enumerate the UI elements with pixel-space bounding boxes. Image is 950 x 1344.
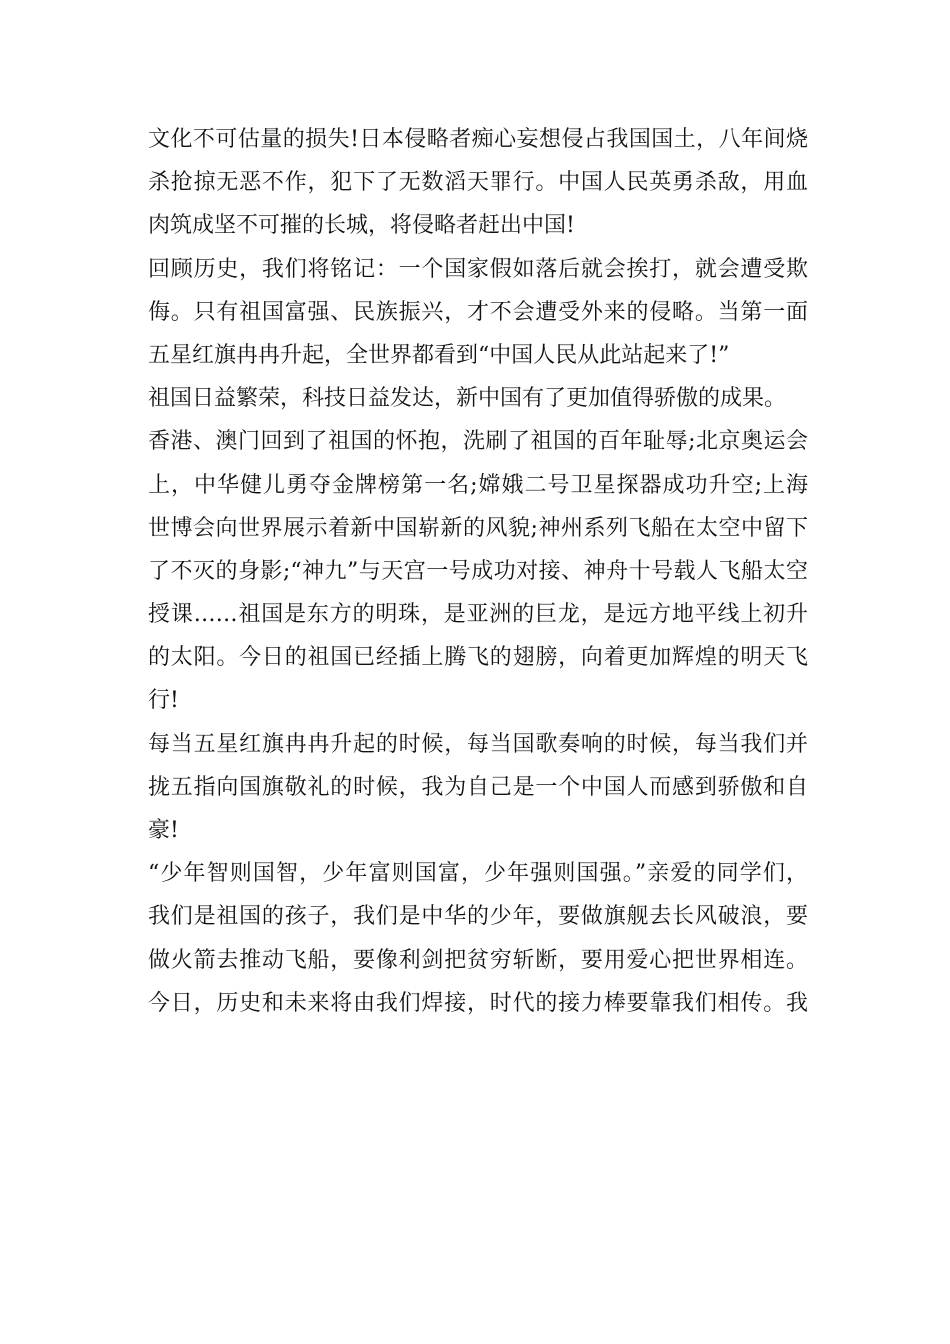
text-line: 豪! [148, 818, 179, 843]
text-line: 杀抢掠无恶不作，犯下了无数滔天罪行。中国人民英勇杀敌，用血 [148, 170, 808, 196]
text-line: 拢五指向国旗敬礼的时候，我为自己是一个中国人而感到骄傲和自 [148, 774, 808, 800]
text-line: 祖国日益繁荣，科技日益发达，新中国有了更加值得骄傲的成果。 [148, 386, 787, 412]
text-line: 行! [148, 688, 179, 714]
text-line: 侮。只有祖国富强、民族振兴，才不会遭受外来的侵略。当第一面 [148, 299, 808, 325]
text-line: 肉筑成坚不可摧的长城，将侵略者赶出中国! [148, 213, 575, 239]
text-line: 的太阳。今日的祖国已经插上腾飞的翅膀，向着更加辉煌的明天飞 [148, 645, 808, 671]
text-line: 回顾历史，我们将铭记：一个国家假如落后就会挨打，就会遭受欺 [148, 256, 808, 282]
text-line: 文化不可估量的损失!日本侵略者痴心妄想侵占我国国土，八年间烧 [148, 127, 808, 152]
text-line: 今日，历史和未来将由我们焊接，时代的接力棒要靠我们相传。我 [148, 990, 808, 1016]
text-line: 做火箭去推动飞船，要像利剑把贫穷斩断，要用爱心把世界相连。 [148, 947, 808, 973]
text-line: 每当五星红旗冉冉升起的时候，每当国歌奏响的时候，每当我们并 [148, 731, 808, 757]
body-text [148, 118, 808, 1025]
text-line: 世博会向世界展示着新中国崭新的风貌;神州系列飞船在太空中留下 [148, 515, 808, 541]
text-line: 上，中华健儿勇夺金牌榜第一名;嫦娥二号卫星探器成功升空;上海 [148, 472, 808, 498]
text-line: 香港、澳门回到了祖国的怀抱，洗刷了祖国的百年耻辱;北京奥运会 [148, 429, 808, 455]
text-line: 了不灭的身影;“神九”与天宫一号成功对接、神舟十号载人飞船太空 [148, 558, 808, 584]
text-line: 我们是祖国的孩子，我们是中华的少年，要做旗舰去长风破浪，要 [148, 904, 808, 930]
text-line: “少年智则国智，少年富则国富，少年强则国强。”亲爱的同学们， [148, 861, 808, 887]
text-line: 授课……祖国是东方的明珠，是亚洲的巨龙，是远方地平线上初升 [148, 602, 808, 628]
text-line: 五星红旗冉冉升起，全世界都看到“中国人民从此站起来了!” [148, 342, 730, 368]
